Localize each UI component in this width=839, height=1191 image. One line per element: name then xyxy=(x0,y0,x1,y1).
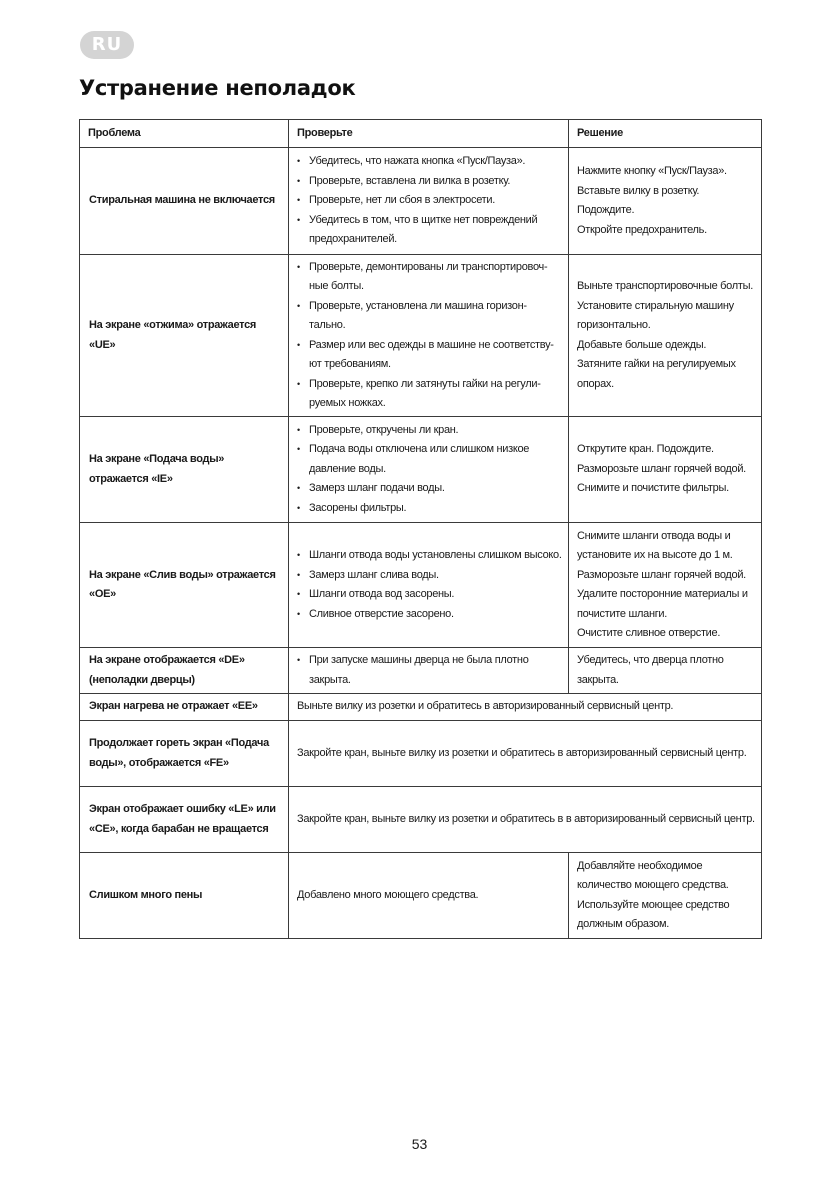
check-item: • Сливное отверстие засорено. xyxy=(297,605,562,625)
solution-line: Нажмите кнопку «Пуск/Пауза». xyxy=(577,165,727,177)
check-item: • Шланги отвода воды установлены слишком высоко. xyxy=(297,546,562,566)
solution-line: Выньте транспортировочные болты. xyxy=(577,280,753,292)
problem-cell: Экран отображает ошибку «LE» или «CE», когда барабан не вращается xyxy=(80,787,289,853)
table-row xyxy=(80,787,762,853)
check-item: • Убедитесь, что нажата кнопка «Пуск/Пауза». xyxy=(297,152,562,172)
check-item: • Размер или вес одежды в машине не соответству-ют требованиям. xyxy=(297,336,562,375)
check-item: • Проверьте, вставлена ли вилка в розетку. xyxy=(297,172,562,192)
check-cell: Добавлено много моющего средства. xyxy=(289,853,569,939)
solution-line: Убедитесь, что дверца плотно закрыта. xyxy=(577,654,724,686)
language-badge: RU xyxy=(80,31,134,59)
merged-solution-cell: Выньте вилку из розетки и обратитесь в авторизированный сервисный центр. xyxy=(289,694,762,721)
problem-cell: Продолжает гореть экран «Подача воды», отображается «FE» xyxy=(80,721,289,787)
check-item: • Проверьте, крепко ли затянуты гайки на регули-руемых ножках. xyxy=(297,375,562,414)
solution-line: Разморозьте шланг горячей водой. xyxy=(577,462,746,475)
problem-cell: На экране «Подача воды» отражается «IE» xyxy=(80,417,289,523)
merged-solution-cell: Закройте кран, выньте вилку из розетки и обратитесь в авторизированный сервисный центр. xyxy=(289,721,762,787)
problem-cell: На экране «отжима» отражается «UE» xyxy=(80,255,289,417)
solution-line: Добавьте больше одежды. xyxy=(577,338,707,351)
problem-cell: На экране отображается «DE» (неполадки дверцы) xyxy=(80,648,289,694)
check-item: • Шланги отвода вод засорены. xyxy=(297,585,562,605)
check-cell xyxy=(289,648,569,694)
solution-cell xyxy=(569,417,762,523)
solution-cell xyxy=(569,523,762,648)
check-item: • Замерз шланг подачи воды. xyxy=(297,479,562,499)
solution-line: Снимите шланги отвода воды и установите их на высоте до 1 м. xyxy=(577,529,733,561)
check-item: • При запуске машины дверца не была плотно закрыта. xyxy=(297,651,562,690)
page-number: 53 xyxy=(411,1136,428,1152)
page-title: Устранение неполадок xyxy=(79,76,356,100)
check-item: • Проверьте, демонтированы ли транспортировоч-ные болты. xyxy=(297,258,562,297)
solution-line: Удалите посторонние материалы и почистите шланги. xyxy=(577,588,748,620)
column-header-problem: Проблема xyxy=(80,120,289,148)
table-row xyxy=(80,255,762,417)
check-item: • Убедитесь в том, что в щитке нет повреждений предохранителей. xyxy=(297,211,562,250)
check-item: • Замерз шланг слива воды. xyxy=(297,566,562,586)
solution-cell xyxy=(569,648,762,694)
check-item: • Засорены фильтры. xyxy=(297,499,562,519)
problem-cell: Стиральная машина не включается xyxy=(80,148,289,255)
solution-line: Добавляйте необходимое количество моющего средства. xyxy=(577,859,729,891)
solution-line: Очистите сливное отверстие. xyxy=(577,627,721,639)
problem-cell: На экране «Слив воды» отражается «OE» xyxy=(80,523,289,648)
check-cell xyxy=(289,255,569,417)
troubleshooting-table xyxy=(79,119,762,939)
check-item: • Проверьте, установлена ли машина горизон-тально. xyxy=(297,297,562,336)
solution-line: Разморозьте шланг горячей водой. xyxy=(577,568,746,581)
column-header-check: Проверьте xyxy=(289,120,569,148)
table-row xyxy=(80,648,762,694)
check-cell xyxy=(289,148,569,255)
solution-line: Установите стиральную машину горизонтально. xyxy=(577,299,734,331)
problem-cell: Экран нагрева не отражает «EE» xyxy=(80,694,289,721)
solution-line: Откройте предохранитель. xyxy=(577,223,707,236)
check-item: • Проверьте, откручены ли кран. xyxy=(297,421,562,441)
table-header-row xyxy=(80,120,762,148)
table-row xyxy=(80,721,762,787)
check-cell xyxy=(289,523,569,648)
problem-cell: Слишком много пены xyxy=(80,853,289,939)
table-row xyxy=(80,694,762,721)
check-item: • Проверьте, нет ли сбоя в электросети. xyxy=(297,191,562,211)
solution-cell xyxy=(569,853,762,939)
solution-line: Снимите и почистите фильтры. xyxy=(577,482,729,495)
solution-line: Открутите кран. Подождите. xyxy=(577,443,714,456)
table-row xyxy=(80,148,762,255)
column-header-solution: Решение xyxy=(569,120,762,148)
solution-line: Вставьте вилку в розетку. xyxy=(577,184,700,197)
solution-cell xyxy=(569,255,762,417)
table-row xyxy=(80,417,762,523)
table-row xyxy=(80,523,762,648)
table-row xyxy=(80,853,762,939)
solution-line: Используйте моющее средство должным образом. xyxy=(577,898,730,930)
solution-line: Затяните гайки на регулируемых опорах. xyxy=(577,358,736,390)
check-item: • Подача воды отключена или слишком низкое давление воды. xyxy=(297,440,562,479)
check-cell xyxy=(289,417,569,523)
solution-cell xyxy=(569,148,762,255)
merged-solution-cell: Закройте кран, выньте вилку из розетки и обратитесь в в авторизированный сервисный центр. xyxy=(289,787,762,853)
solution-line: Подождите. xyxy=(577,204,635,216)
